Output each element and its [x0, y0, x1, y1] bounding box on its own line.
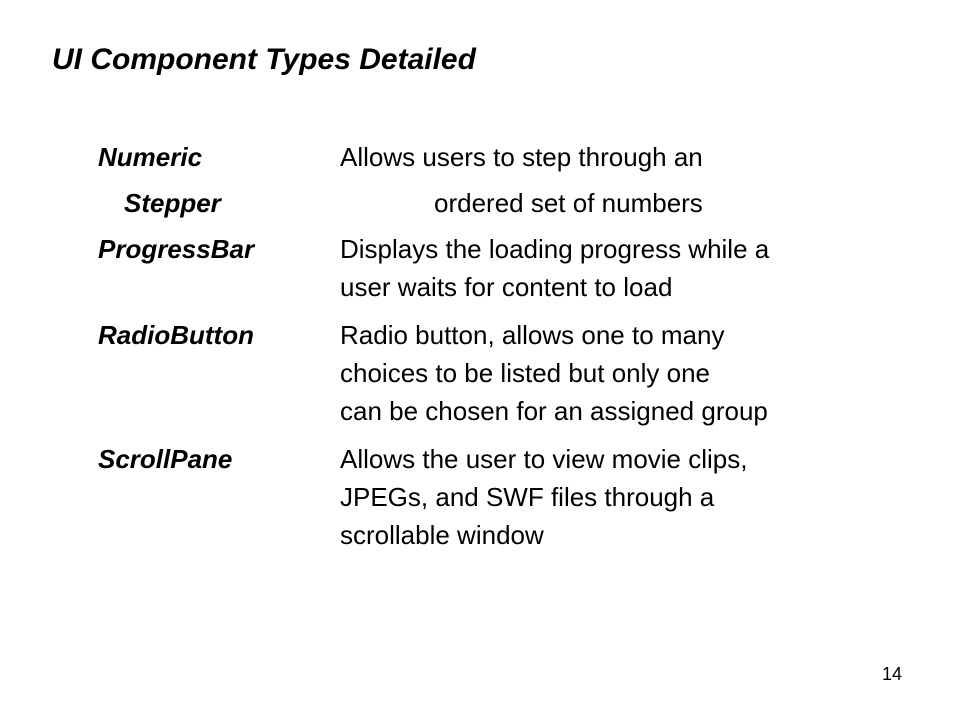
term-numeric-stepper-line-2: Stepper	[124, 188, 221, 218]
description-scrollpane-line-2: JPEGs, and SWF files through a	[340, 482, 715, 512]
term-scrollpane: ScrollPane	[98, 444, 233, 474]
description-scrollpane-line-3: scrollable window	[340, 520, 544, 550]
description-numeric-stepper-line-2: ordered set of numbers	[434, 188, 703, 218]
term-radiobutton: RadioButton	[98, 320, 254, 350]
description-radiobutton-line-2: choices to be listed but only one	[340, 358, 711, 388]
description-progressbar-line-1: Displays the loading progress while a	[340, 234, 770, 264]
description-progressbar-line-2: user waits for content to load	[340, 272, 673, 302]
description-radiobutton-line-1: Radio button, allows one to many	[340, 320, 725, 350]
description-scrollpane-line-1: Allows the user to view movie clips,	[340, 444, 748, 474]
page-number: 14	[881, 664, 902, 684]
description-numeric-stepper-line-1: Allows users to step through an	[340, 142, 703, 172]
slide-title: UI Component Types Detailed	[52, 43, 476, 76]
description-radiobutton-line-3: can be chosen for an assigned group	[340, 396, 768, 426]
term-progressbar: ProgressBar	[98, 234, 255, 264]
term-numeric-stepper-line-1: Numeric	[98, 142, 203, 172]
